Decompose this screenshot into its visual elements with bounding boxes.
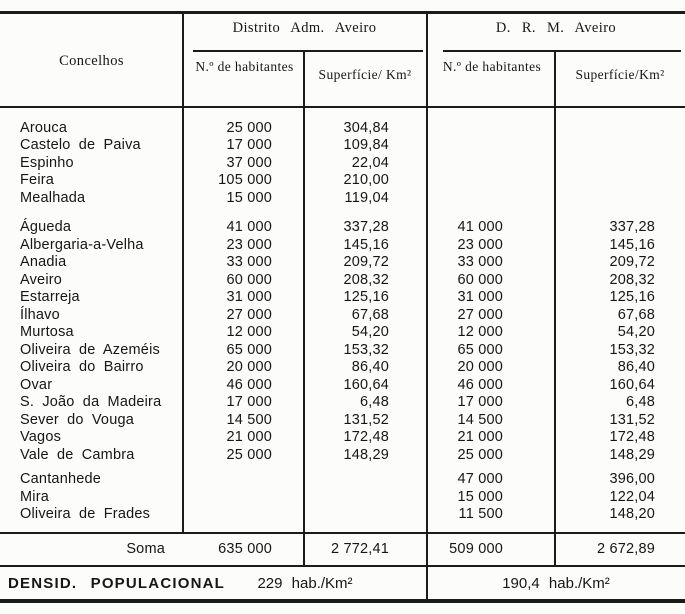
rule-under-distrito-group [193, 50, 423, 52]
cell-distrito-habitantes: 17 000 [226, 394, 272, 411]
table-row [0, 324, 685, 342]
table-row [0, 506, 685, 524]
cell-distrito-superficie: 119,04 [344, 189, 389, 206]
cell-distrito-superficie: 337,28 [343, 219, 389, 236]
table-row [0, 471, 685, 489]
concelho-group-1 [0, 119, 685, 207]
cell-concelho-name: Oliveira do Bairro [20, 359, 144, 376]
cell-concelho-name: Anadia [20, 254, 67, 271]
table-row [0, 341, 685, 359]
cell-drm-habitantes: 41 000 [457, 219, 503, 236]
cell-distrito-superficie: 145,16 [343, 236, 389, 253]
soma-label: Soma [126, 541, 165, 557]
table-row [0, 306, 685, 324]
soma-distrito-superficie: 2 772,41 [330, 541, 389, 557]
cell-drm-superficie: 209,72 [609, 254, 655, 271]
cell-concelho-name: Oliveira de Frades [20, 506, 151, 523]
cell-drm-habitantes: 11 500 [458, 506, 503, 523]
column-header-distrito-habitantes: N.º de habitantes [195, 59, 294, 74]
density-drm-value: 190,4 hab./Km² [502, 575, 610, 592]
cell-distrito-habitantes: 41 000 [226, 219, 272, 236]
cell-distrito-habitantes: 37 000 [226, 154, 272, 171]
cell-drm-habitantes: 33 000 [457, 254, 503, 271]
cell-drm-superficie: 131,52 [609, 411, 655, 428]
table-row [0, 376, 685, 394]
table-row [0, 429, 685, 447]
cell-distrito-superficie: 172,48 [343, 429, 389, 446]
cell-drm-superficie: 396,00 [609, 471, 655, 488]
cell-drm-habitantes: 17 000 [457, 394, 503, 411]
cell-distrito-superficie: 304,84 [343, 119, 389, 136]
cell-distrito-habitantes: 46 000 [226, 376, 272, 393]
table-row [0, 271, 685, 289]
table-row [0, 394, 685, 412]
column-header-drm-habitantes: N.º de habitantes [442, 59, 542, 74]
cell-drm-superficie: 54,20 [617, 324, 655, 341]
cell-concelho-name: Mira [20, 488, 49, 505]
table-row [0, 359, 685, 377]
cell-drm-superficie: 148,20 [609, 506, 655, 523]
cell-drm-habitantes: 21 000 [457, 429, 503, 446]
cell-concelho-name: Mealhada [20, 189, 86, 206]
cell-distrito-habitantes: 31 000 [226, 289, 272, 306]
cell-concelho-name: Estarreja [20, 289, 80, 306]
cell-drm-superficie: 86,40 [617, 359, 655, 376]
cell-distrito-superficie: 131,52 [343, 411, 389, 428]
cell-distrito-habitantes: 20 000 [226, 359, 272, 376]
rule-bottom [0, 599, 685, 603]
cell-distrito-superficie: 86,40 [351, 359, 389, 376]
cell-distrito-superficie: 54,20 [351, 324, 389, 341]
table-row [0, 172, 685, 190]
table-body [0, 119, 685, 523]
column-header-distrito-superficie: Superfície/ Km² [318, 67, 412, 82]
rule-top [0, 11, 685, 14]
concelho-group-2 [0, 219, 685, 464]
cell-concelho-name: Aveiro [20, 271, 63, 288]
cell-drm-superficie: 125,16 [609, 289, 655, 306]
rule-under-drm-group [443, 50, 681, 52]
cell-drm-superficie: 148,29 [609, 446, 655, 463]
cell-concelho-name: Albergaria-a-Velha [20, 236, 144, 253]
soma-row [0, 534, 685, 564]
cell-concelho-name: Cantanhede [20, 471, 102, 488]
table-row [0, 137, 685, 155]
cell-distrito-superficie: 109,84 [343, 137, 389, 154]
cell-drm-superficie: 160,64 [609, 376, 655, 393]
cell-concelho-name: S. João da Madeira [20, 394, 162, 411]
cell-drm-habitantes: 27 000 [457, 306, 503, 323]
cell-distrito-habitantes: 15 000 [226, 189, 272, 206]
group-header-distrito-adm-aveiro: Distrito Adm. Aveiro [232, 20, 377, 36]
cell-drm-habitantes: 65 000 [457, 341, 503, 358]
concelho-group-3 [0, 471, 685, 524]
cell-distrito-habitantes: 21 000 [226, 429, 272, 446]
cell-distrito-habitantes: 17 000 [226, 137, 272, 154]
cell-drm-superficie: 153,32 [609, 341, 655, 358]
table-row [0, 446, 685, 464]
cell-drm-superficie: 337,28 [609, 219, 655, 236]
cell-concelho-name: Arouca [20, 119, 68, 136]
cell-concelho-name: Castelo de Paiva [20, 137, 141, 154]
cell-drm-habitantes: 12 000 [457, 324, 503, 341]
soma-distrito-habitantes: 635 000 [218, 541, 272, 557]
cell-distrito-superficie: 6,48 [359, 394, 389, 411]
cell-distrito-habitantes: 23 000 [226, 236, 272, 253]
cell-drm-superficie: 172,48 [609, 429, 655, 446]
cell-distrito-superficie: 160,64 [343, 376, 389, 393]
cell-drm-habitantes: 20 000 [457, 359, 503, 376]
cell-concelho-name: Ovar [20, 376, 53, 393]
cell-concelho-name: Ílhavo [20, 306, 60, 323]
cell-distrito-habitantes: 14 500 [226, 411, 272, 428]
cell-concelho-name: Murtosa [20, 324, 74, 341]
table-row [0, 119, 685, 137]
table-row [0, 236, 685, 254]
cell-distrito-superficie: 22,04 [351, 154, 389, 171]
cell-drm-habitantes: 23 000 [457, 236, 503, 253]
rule-below-soma [0, 565, 685, 567]
cell-distrito-habitantes: 12 000 [226, 324, 272, 341]
table-row [0, 254, 685, 272]
cell-distrito-habitantes: 25 000 [226, 119, 272, 136]
cell-drm-habitantes: 47 000 [457, 471, 503, 488]
cell-concelho-name: Oliveira de Azeméis [20, 341, 160, 358]
cell-distrito-superficie: 153,32 [343, 341, 389, 358]
density-row [0, 570, 685, 598]
cell-distrito-superficie: 209,72 [343, 254, 389, 271]
rule-under-header [0, 106, 685, 108]
group-header-drm-aveiro: D. R. M. Aveiro [495, 20, 617, 36]
table-row [0, 219, 685, 237]
cell-drm-habitantes: 15 000 [457, 488, 503, 505]
cell-drm-habitantes: 46 000 [457, 376, 503, 393]
soma-drm-superficie: 2 672,89 [596, 541, 655, 557]
cell-distrito-superficie: 148,29 [343, 446, 389, 463]
cell-distrito-superficie: 210,00 [343, 172, 389, 189]
cell-distrito-superficie: 208,32 [343, 271, 389, 288]
cell-distrito-habitantes: 33 000 [226, 254, 272, 271]
column-header-drm-superficie: Superfície/Km² [575, 67, 665, 82]
cell-concelho-name: Vale de Cambra [20, 446, 135, 463]
cell-concelho-name: Feira [20, 172, 55, 189]
cell-drm-superficie: 122,04 [609, 488, 655, 505]
cell-drm-habitantes: 60 000 [457, 271, 503, 288]
cell-concelho-name: Espinho [20, 154, 74, 171]
cell-concelho-name: Águeda [20, 219, 72, 236]
soma-drm-habitantes: 509 000 [449, 541, 503, 557]
cell-drm-superficie: 145,16 [609, 236, 655, 253]
cell-distrito-superficie: 67,68 [351, 306, 389, 323]
column-header-concelhos: Concelhos [59, 53, 124, 69]
density-distrito-value: 229 hab./Km² [257, 575, 353, 592]
cell-distrito-habitantes: 65 000 [226, 341, 272, 358]
cell-distrito-habitantes: 60 000 [226, 271, 272, 288]
cell-distrito-habitantes: 25 000 [226, 446, 272, 463]
table-row [0, 488, 685, 506]
cell-drm-superficie: 6,48 [625, 394, 655, 411]
density-label: DENSID. POPULACIONAL [8, 575, 226, 592]
cell-distrito-habitantes: 27 000 [226, 306, 272, 323]
cell-drm-superficie: 67,68 [617, 306, 655, 323]
cell-drm-habitantes: 31 000 [457, 289, 503, 306]
table-row [0, 289, 685, 307]
cell-distrito-superficie: 125,16 [343, 289, 389, 306]
cell-drm-habitantes: 14 500 [457, 411, 503, 428]
table-row [0, 154, 685, 172]
table-row [0, 189, 685, 207]
cell-concelho-name: Sever do Vouga [20, 411, 134, 428]
cell-distrito-habitantes: 105 000 [218, 172, 272, 189]
cell-concelho-name: Vagos [20, 429, 62, 446]
cell-drm-superficie: 208,32 [609, 271, 655, 288]
cell-drm-habitantes: 25 000 [457, 446, 503, 463]
table-row [0, 411, 685, 429]
